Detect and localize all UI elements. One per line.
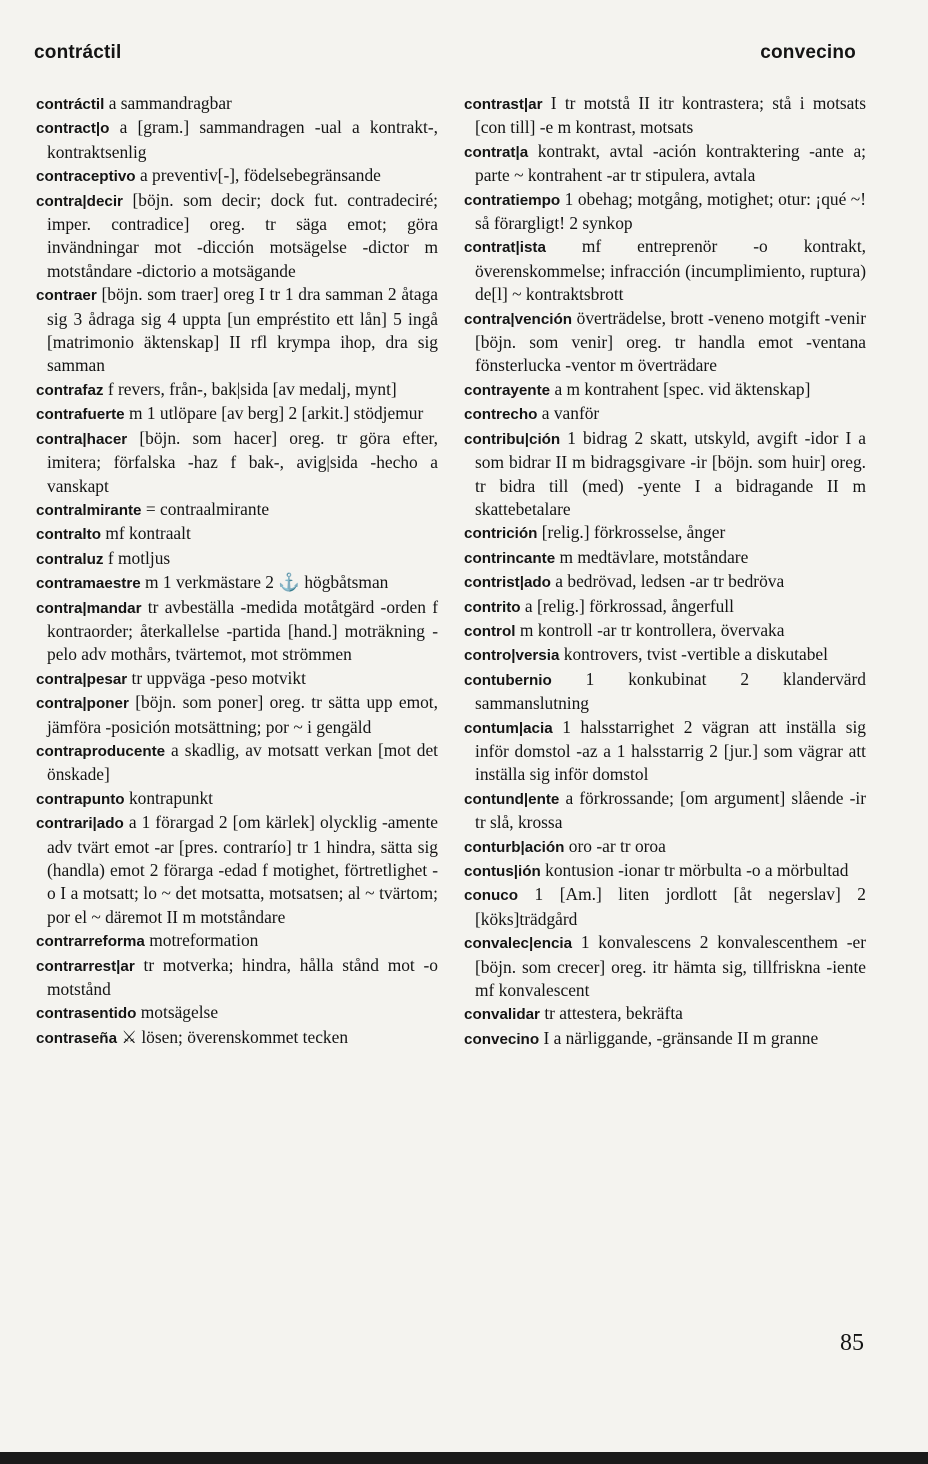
entry-definition: tr motverka; hindra, hålla stånd mot -o motstånd (47, 954, 438, 1000)
dictionary-entry (464, 883, 866, 931)
entry-definition: m medtävlare, motståndare (555, 546, 749, 567)
entry-headword: contra|poner (36, 695, 129, 713)
entry-headword: contrarreforma (36, 933, 145, 951)
entry-definition: a 1 förargad 2 [om kärlek] olycklig -amente adv tvärt emot -ar [pres. contrarío] tr 1 hindra, sätta sig (handla) emot 2 förarga -edad f motighet, förtretlighet -o I a motsatt; lo ~ det motsatta, motsatsen; al ~ tvärtom; por el ~ däremot II m motståndare (47, 812, 438, 927)
dictionary-entry (36, 92, 438, 116)
dictionary-entry (464, 787, 866, 835)
bottom-edge (0, 1452, 928, 1464)
entry-definition: [böjn. som decir; dock fut. contradeciré; imper. contradice] oreg. tr säga emot; göra invändningar mot -dicción motsägelse -dictor m motståndare -dictorio a motsägande (47, 189, 438, 281)
entry-headword: contrecho (464, 406, 538, 424)
entry-definition: a bedrövad, ledsen -ar tr bedröva (550, 571, 785, 592)
entry-headword: contra|mandar (36, 599, 142, 617)
entry-definition: kontusion -ionar tr mörbulta -o a mörbultad (540, 860, 849, 880)
dictionary-entry (36, 787, 438, 811)
right-column (464, 92, 866, 1051)
dictionary-entry (464, 402, 866, 426)
entry-headword: contrito (464, 598, 521, 616)
entry-headword: contro|versia (464, 647, 560, 665)
entry-headword: contra|pesar (36, 670, 128, 688)
entry-definition: motreformation (144, 930, 259, 951)
entry-definition: a sammandragbar (104, 93, 232, 113)
dictionary-entry (36, 427, 438, 498)
entry-headword: convalec|encia (464, 935, 573, 953)
entry-headword: contra|hacer (36, 430, 128, 448)
entry-definition: m 1 verkmästare 2 ⚓ högbåtsman (140, 572, 389, 593)
dictionary-entry (464, 643, 866, 667)
entry-headword: contrayente (464, 381, 551, 399)
entry-definition: m kontroll -ar tr kontrollera, övervaka (515, 619, 785, 640)
entry-headword: convecino (464, 1030, 540, 1048)
entry-headword: contrast|ar (464, 96, 543, 113)
dictionary-entry (464, 931, 866, 1002)
entry-definition: 1 halsstarrighet 2 vägran att inställa sig inför domstol -az a 1 halsstarrig 2 [jur.] som vägrar att inställa sig inför domstol (475, 716, 866, 785)
entry-definition: [böjn. som traer] oreg I tr 1 dra samman 2 åtaga sig 3 ådraga sig 4 uppta [un empréstito ett lån] 5 ingå [matrimonio äktenskap] II rfl krympa ihop, dra sig samman (47, 284, 438, 376)
entry-headword: contraseña (36, 1029, 118, 1047)
entry-definition: a förkrossande; [om argument] slående -ir tr slå, krossa (475, 787, 866, 833)
dictionary-entry (464, 188, 866, 236)
entry-headword: conturb|ación (464, 838, 565, 856)
entry-definition: ⚔ lösen; överenskommet tecken (117, 1026, 349, 1047)
entry-definition: a skadlig, av motsatt verkan [mot det önskade] (47, 739, 438, 785)
dictionary-entry (36, 596, 438, 667)
entry-definition: tr avbeställa -medida motåtgärd -orden f kontraorder; återkallelse -partida [hand.] moträkning -pelo adv mothårs, tvärtemot, mot strömmen (47, 596, 438, 665)
entry-definition: 1 obehag; motgång, motighet; otur: ¡qué ~! så förargligt! 2 synkop (475, 188, 866, 234)
entry-headword: contraluz (36, 550, 104, 568)
dictionary-entry (36, 667, 438, 691)
dictionary-entry (36, 164, 438, 188)
entry-headword: contrafaz (36, 381, 104, 399)
entry-definition: tr uppväga -peso motvikt (127, 667, 306, 688)
entry-definition: kontrakt, avtal -ación kontraktering -ante a; parte ~ kontrahent -ar tr stipulera, avtala (475, 140, 866, 186)
dictionary-entry (36, 739, 438, 787)
entry-definition: oro -ar tr oroa (564, 835, 666, 856)
entry-headword: control (464, 622, 516, 640)
dictionary-entry (464, 92, 866, 140)
dictionary-entry (464, 570, 866, 594)
entry-definition: 1 konkubinat 2 klandervärd sammanslutning (475, 668, 866, 714)
dictionary-entry (36, 189, 438, 284)
entry-definition: motsägelse (136, 1002, 219, 1023)
entry-headword: contrasentido (36, 1005, 137, 1023)
entry-headword: convalidar (464, 1006, 540, 1024)
entry-definition: I a närliggande, -gränsande II m granne (539, 1027, 819, 1048)
dictionary-entry (36, 498, 438, 522)
dictionary-entry (464, 235, 866, 306)
entry-definition: [böjn. som hacer] oreg. tr göra efter, imitera; förfalska -haz f bak-, avig|sida -hecho a vanskapt (47, 427, 438, 496)
entry-definition: kontrapunkt (124, 787, 213, 808)
entry-definition: mf entreprenör -o kontrakt, överenskommelse; infracción (incumplimiento, ruptura) de[l] ~ kontraktsbrott (475, 236, 866, 305)
entry-headword: contum|acia (464, 719, 553, 737)
entry-definition: överträdelse, brott -veneno motgift -venir [böjn. som venir] oreg. tr handla emot -ventana fönsterlucka -ventor m överträdare (475, 307, 866, 376)
dictionary-entry (36, 691, 438, 739)
entry-headword: contraproducente (36, 742, 166, 760)
dictionary-entry (36, 522, 438, 546)
left-guide-word: contráctil (34, 42, 122, 63)
entry-headword: contratiempo (464, 191, 561, 209)
dictionary-entry (464, 307, 866, 378)
dictionary-entry (464, 859, 866, 883)
dictionary-entry (464, 668, 866, 716)
entry-definition: [relig.] förkrosselse, ånger (537, 522, 726, 543)
dictionary-entry (36, 116, 438, 164)
entry-headword: conuco (464, 887, 519, 905)
entry-definition: [böjn. som poner] oreg. tr sätta upp emot, jämföra -posición motsättning; por ~ i gengäld (47, 692, 438, 737)
entry-definition: I tr motstå II itr kontrastera; stå i motsats [con till] -e m kontrast, motsats (475, 93, 866, 138)
dictionary-entry (464, 378, 866, 402)
entry-definition: kontrovers, tvist -vertible a diskutabel (559, 644, 828, 665)
entry-headword: contráctil (36, 96, 105, 113)
left-column (36, 92, 438, 1050)
entry-definition: = contraalmirante (141, 498, 270, 519)
dictionary-entry (464, 1027, 866, 1051)
dictionary-entry (36, 571, 438, 595)
entry-headword: contract|o (36, 120, 110, 138)
entry-definition: f motljus (103, 547, 171, 568)
entry-headword: contrari|ado (36, 815, 124, 833)
entry-definition: m 1 utlöpare [av berg] 2 [arkit.] stödjemur (124, 403, 424, 424)
entry-definition: a [gram.] sammandragen -ual a kontrakt-, kontraktsenlig (47, 117, 438, 162)
entry-definition: a vanför (537, 403, 600, 424)
dictionary-entry (464, 835, 866, 859)
dictionary-entry (36, 1001, 438, 1025)
entry-definition: tr attestera, bekräfta (539, 1003, 683, 1024)
entry-headword: contrat|ista (464, 239, 546, 257)
entry-headword: contubernio (464, 671, 552, 689)
dictionary-entry (36, 402, 438, 426)
dictionary-entry (464, 546, 866, 570)
dictionary-entry (464, 716, 866, 787)
entry-headword: contraer (36, 287, 97, 305)
dictionary-entry (464, 521, 866, 545)
entry-definition: f revers, från-, bak|sida [av medalj, mynt] (103, 378, 397, 399)
dictionary-entry (36, 954, 438, 1002)
entry-headword: contrist|ado (464, 574, 551, 592)
dictionary-entry (464, 140, 866, 188)
entry-definition: 1 [Am.] liten jordlott [åt negerslav] 2 [köks]trädgård (475, 884, 866, 929)
dictionary-entry (36, 811, 438, 929)
dictionary-entry (36, 547, 438, 571)
entry-headword: contrapunto (36, 790, 125, 808)
entry-definition: a [relig.] förkrossad, ångerfull (520, 595, 734, 616)
entry-headword: contus|ión (464, 863, 541, 880)
entry-definition: 1 bidrag 2 skatt, utskyld, avgift -idor I a som bidrar II m bidragsgivare -ir [böjn. som huir] oreg. tr bidra till (med) -yente I a bidragande II m skattebetalare (475, 427, 866, 519)
entry-headword: contribu|ción (464, 430, 561, 448)
entry-headword: contund|ente (464, 790, 560, 808)
entry-headword: contrafuerte (36, 406, 125, 424)
page-number: 85 (840, 1330, 864, 1356)
entry-headword: contrincante (464, 549, 556, 567)
dictionary-entry (464, 1002, 866, 1026)
dictionary-entry (464, 619, 866, 643)
entry-definition: mf kontraalt (100, 523, 191, 544)
entry-headword: contraceptivo (36, 168, 136, 186)
dictionary-entry (36, 378, 438, 402)
entry-headword: contrarrest|ar (36, 957, 135, 975)
entry-headword: contra|vención (464, 310, 573, 328)
entry-headword: contralmirante (36, 501, 142, 519)
entry-headword: contralto (36, 526, 101, 544)
entry-definition: a preventiv[-], födelsebegränsande (135, 165, 381, 186)
entry-headword: contrición (464, 525, 538, 543)
dictionary-entry (36, 1026, 438, 1050)
dictionary-entry (36, 283, 438, 378)
dictionary-entry (464, 427, 866, 522)
entry-definition: a m kontrahent [spec. vid äktenskap] (550, 378, 811, 399)
entry-headword: contrat|a (464, 143, 529, 161)
entry-definition: 1 konvalescens 2 konvalescenthem -er [böjn. som crecer] oreg. itr hämta sig, tillfriskna -iente mf konvalescent (475, 932, 866, 1001)
dictionary-entry (36, 929, 438, 953)
entry-headword: contra|decir (36, 192, 123, 210)
dictionary-entry (464, 595, 866, 619)
right-guide-word: convecino (760, 42, 856, 63)
entry-headword: contramaestre (36, 575, 141, 593)
